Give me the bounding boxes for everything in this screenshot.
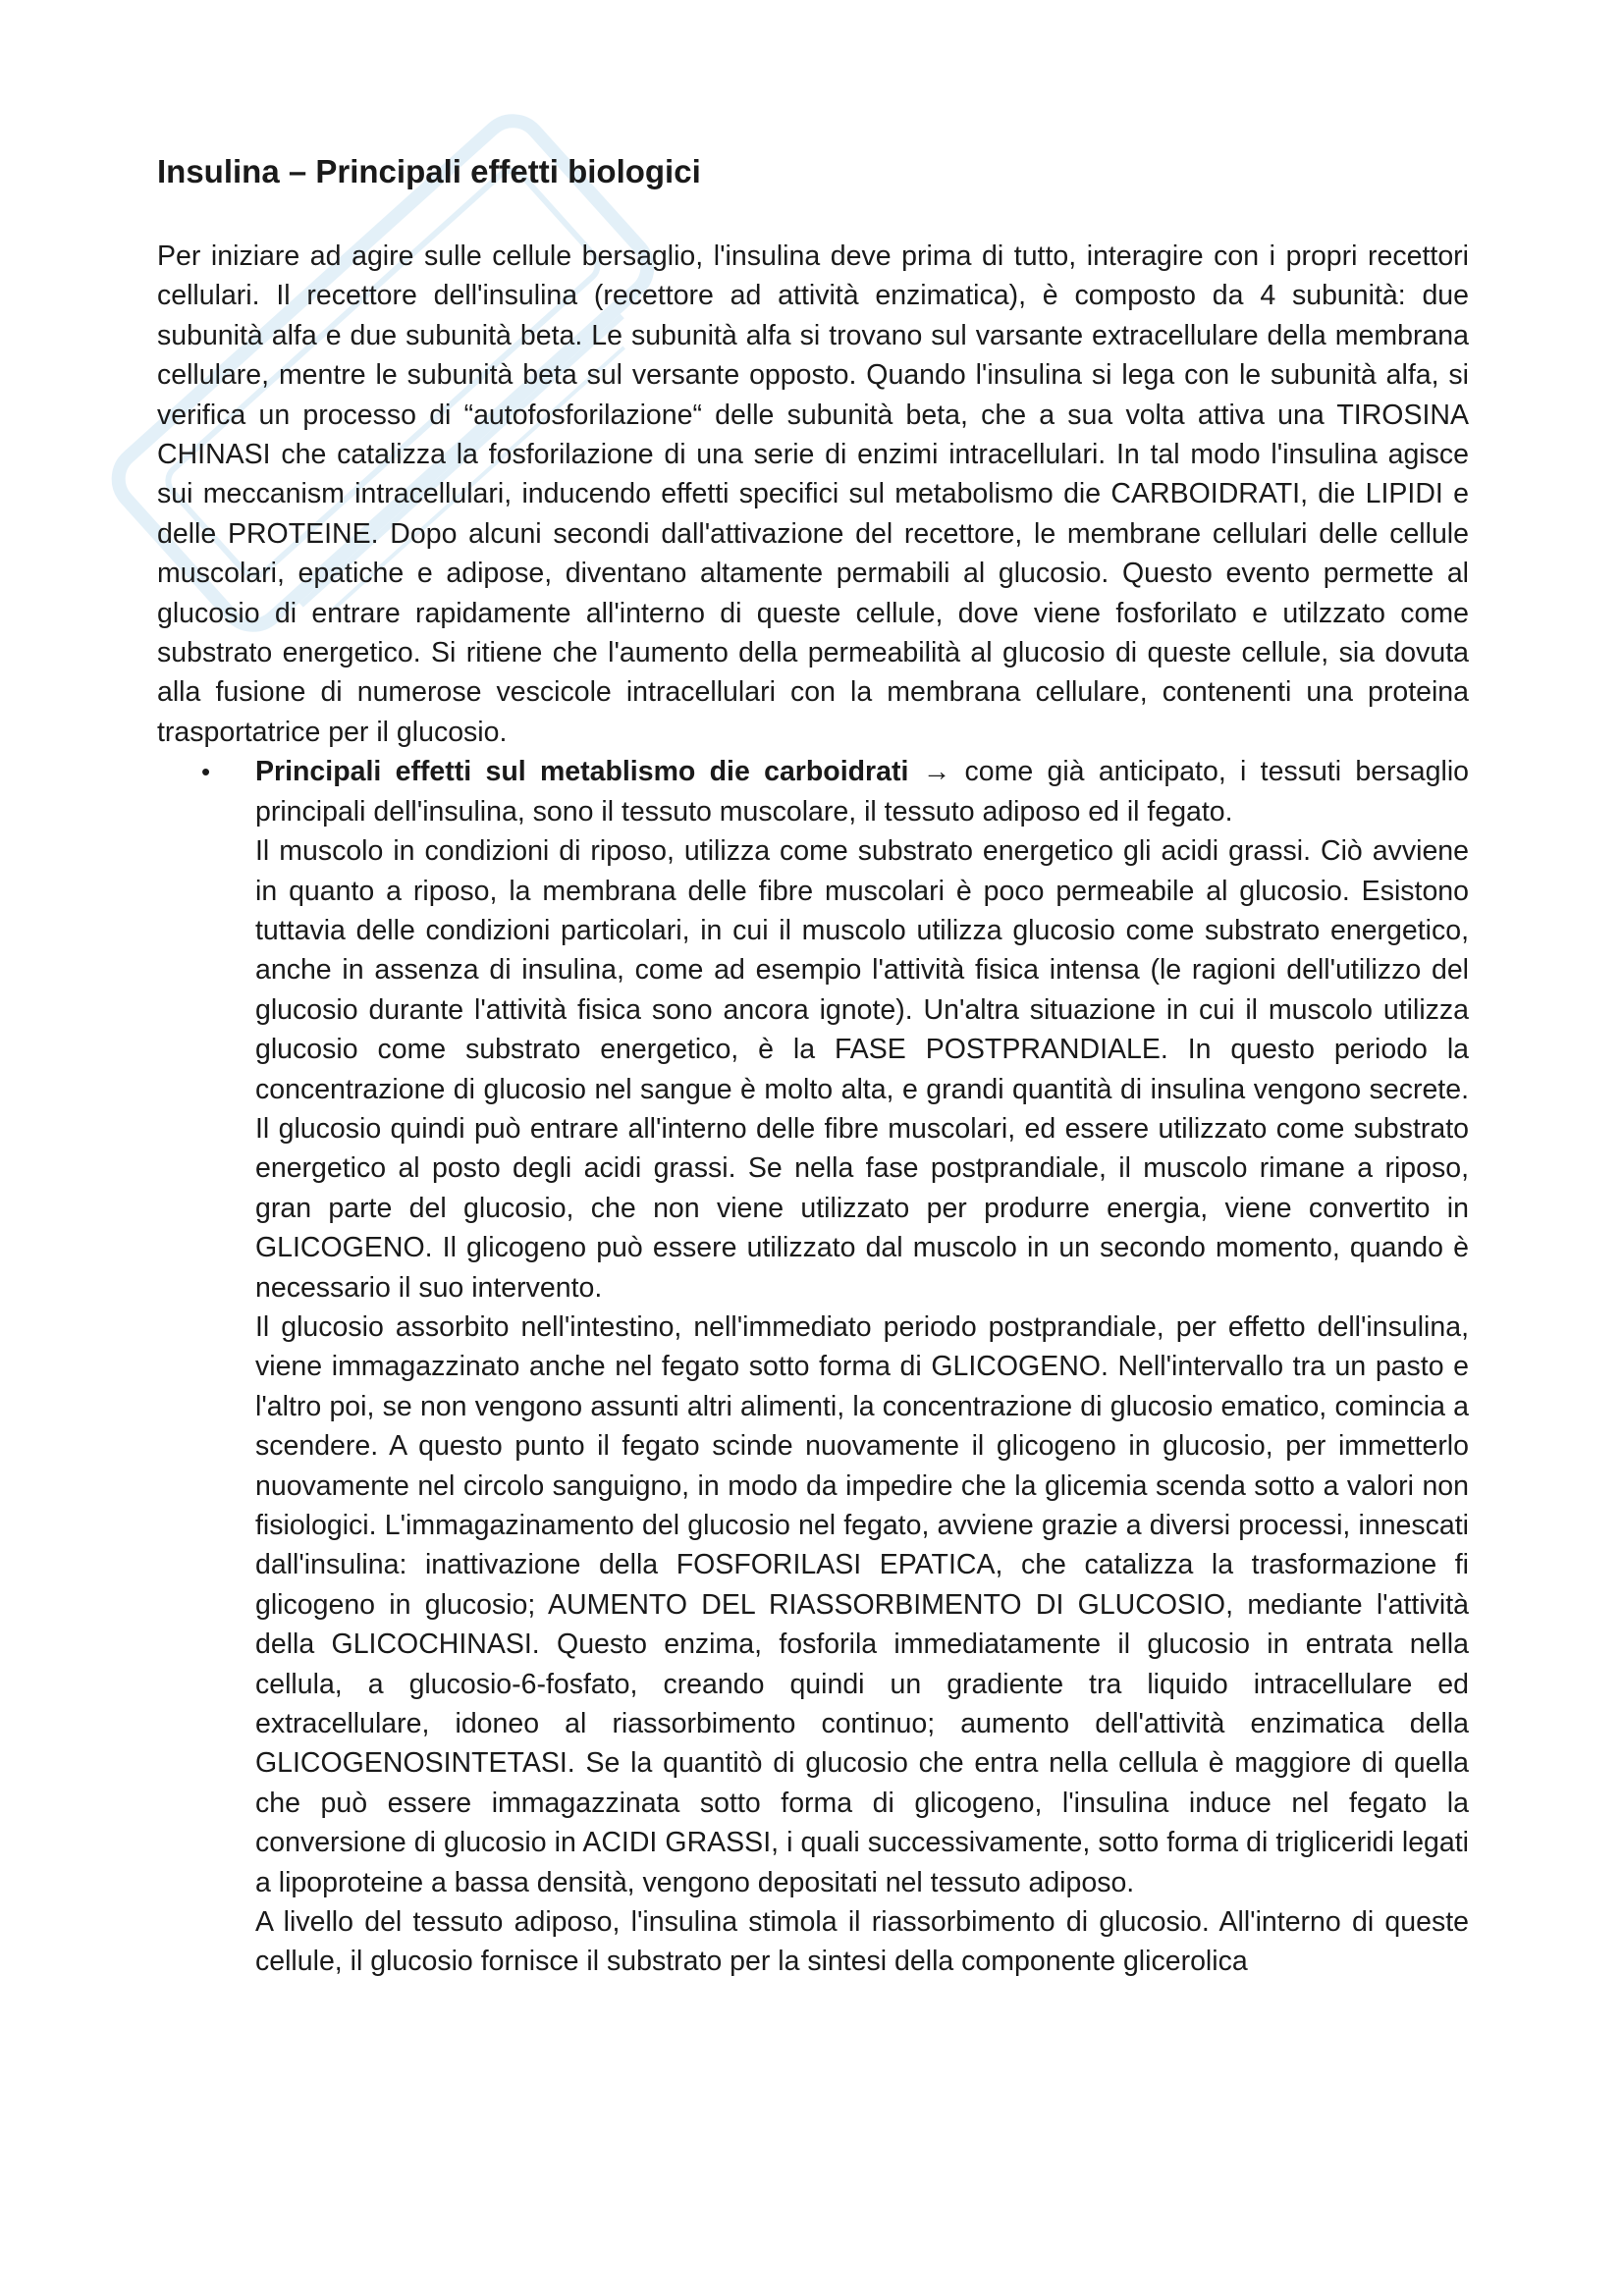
paragraph-tessuto-adiposo: A livello del tessuto adiposo, l'insulina stimola il riassorbimento di glucosio. All'interno di queste cellule, il glucosio fornisce il substrato per la sintesi della componente glicerolica	[255, 1906, 1469, 1978]
intro-paragraph: Per iniziare ad agire sulle cellule bersaglio, l'insulina deve prima di tutto, interagire con i propri recettori cellulari. Il recettore dell'insulina (recettore ad attività enzimatica), è composto da 4 subunità: due subunità alfa e due subunità beta. Le subunità alfa si trovano sul varsante extracellulare della membrana cellulare, mentre le subunità beta sul versante opposto. Quando l'insulina si lega con le subunità alfa, si verifica un processo di “autofosforilazione“ delle subunità beta, che a sua volta attiva una TIROSINA CHINASI che catalizza la fosforilazione di una serie di enzimi intracellulari. In tal modo l'insulina agisce sui meccanism intracellulari, inducendo effetti specifici sul metabolismo die CARBOIDRATI, die LIPIDI e delle PROTEINE. Dopo alcuni secondi dall'attivazione del recettore, le membrane cellulari delle cellule muscolari, epatiche e adipose, diventano altamente permabili al glucosio. Questo evento permette al glucosio di entrare rapidamente all'interno di queste cellule, dove viene fosforilato e utilzzato come substrato energetico. Si ritiene che l'aumento della permeabilità al glucosio di queste cellule, sia dovuta alla fusione di numerose vescicole intracellulari con la membrana cellulare, contenenti una proteina trasportatrice per il glucosio.	[157, 240, 1469, 748]
bullet-item-carboidrati	[201, 752, 1470, 1982]
document-title: Insulina – Principali effetti biologici	[157, 153, 701, 189]
paragraph-muscolo: Il muscolo in condizioni di riposo, utilizza come substrato energetico gli acidi grassi. Ciò avviene in quanto a riposo, la membrana delle fibre muscolari è poco permeabile al glucosio. Esistono tuttavia delle condizioni particolari, in cui il muscolo utilizza glucosio come substrato energetico, anche in assenza di insulina, come ad esempio l'attività fisica intensa (le ragioni dell'utilizzo del glucosio durante l'attività fisica sono ancora ignote). Un'altra situazione in cui il muscolo utilizza glucosio come substrato energetico, è la FASE POSTPRANDIALE. In questo periodo la concentrazione di glucosio nel sangue è molto alta, e grandi quantità di insulina vengono secrete. Il glucosio quindi può entrare all'interno delle fibre muscolari, ed essere utilizzato come substrato energetico al posto degli acidi grassi. Se nella fase postprandiale, il muscolo rimane a riposo, gran parte del glucosio, che non viene utilizzato per produrre energia, viene convertito in GLICOGENO. Il glicogeno può essere utilizzato dal muscolo in un secondo momento, quando è necessario il suo intervento.	[255, 835, 1469, 1304]
bullet-heading-tail: come già anticipato, i tessuti bersaglio principali dell'insulina, sono il tessuto muscolare, il tessuto adiposo ed il fegato.	[255, 756, 1470, 828]
document-page	[157, 152, 1469, 1982]
bullet-marker: •	[201, 757, 211, 787]
bullet-heading: Principali effetti sul metablismo die carboidrati →	[255, 756, 951, 788]
paragraph-fegato: Il glucosio assorbito nell'intestino, nell'immediato periodo postprandiale, per effetto dell'insulina, viene immagazzinato anche nel fegato sotto forma di GLICOGENO. Nell'intervallo tra un pasto e l'altro poi, se non vengono assunti altri alimenti, la concentrazione di glucosio ematico, comincia a scendere. A questo punto il fegato scinde nuovamente il glicogeno in glucosio, per immetterlo nuovamente nel circolo sanguigno, in modo da impedire che la glicemia scenda sotto a valori non fisiologici. L'immagazinamento del glucosio nel fegato, avviene grazie a diversi processi, innescati dall'insulina: inattivazione della FOSFORILASI EPATICA, che catalizza la trasformazione fi glicogeno in glucosio; AUMENTO DEL RIASSORBIMENTO DI GLUCOSIO, mediante l'attività della GLICOCHINASI. Questo enzima, fosforila immediatamente il glucosio in entrata nella cellula, a glucosio-6-fosfato, creando quindi un gradiente tra liquido intracellulare ed extracellulare, idoneo al riassorbimento continuo; aumento dell'attività enzimatica della GLICOGENOSINTETASI. Se la quantitò di glucosio che entra nella cellula è maggiore di quella che può essere immagazzinata sotto forma di glicogeno, l'insulina induce nel fegato la conversione di glucosio in ACIDI GRASSI, i quali successivamente, sotto forma di trigliceridi legati a lipoproteine a bassa densità, vengono depositati nel tessuto adiposo.	[255, 1310, 1469, 1898]
bullet-lead	[255, 752, 1469, 831]
